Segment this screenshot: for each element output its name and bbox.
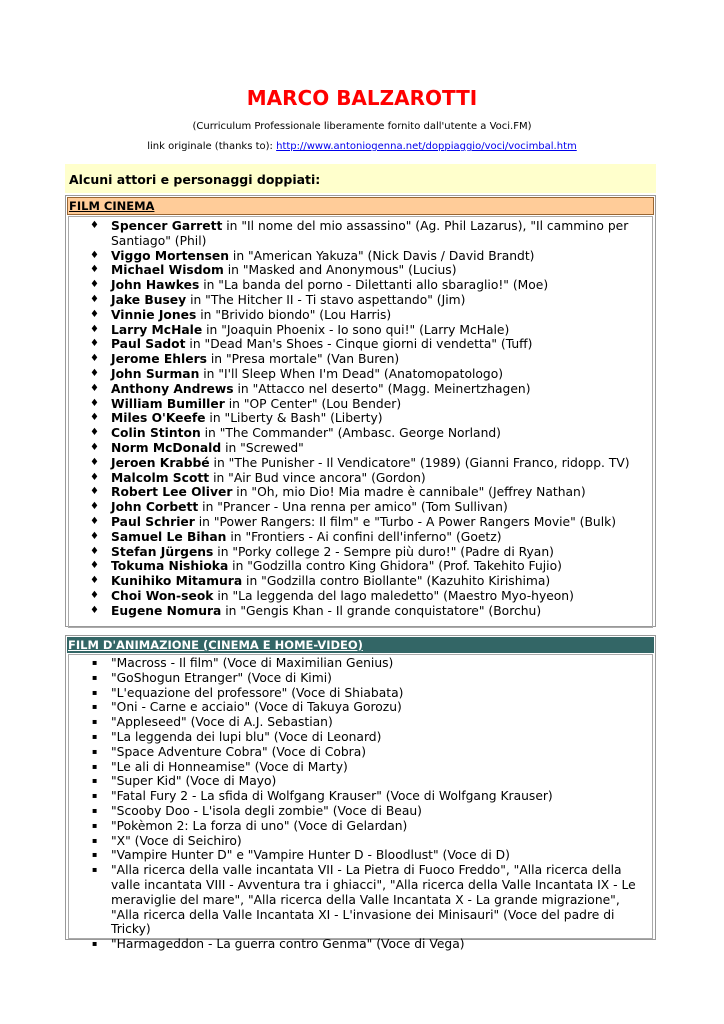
diamond-bullet-icon: ♦ [90, 308, 99, 320]
actor-name: John Surman [111, 366, 200, 381]
section-heading: Alcuni attori e personaggi doppiati: [69, 172, 321, 187]
list-item [69, 819, 652, 834]
list-item [69, 559, 652, 574]
title-text: "L'equazione del professore" (Voce di Shiabata) [111, 685, 404, 700]
diamond-bullet-icon: ♦ [90, 575, 99, 587]
actor-name: Kunihiko Mitamura [111, 574, 243, 589]
source-label: link originale (thanks to): [147, 141, 277, 152]
list-item [69, 789, 652, 804]
list-item [69, 834, 652, 849]
square-bullet-icon: ▪ [92, 805, 98, 815]
square-bullet-icon: ▪ [92, 791, 98, 801]
actor-name: Choi Won-seok [111, 588, 214, 603]
list-item [69, 426, 652, 441]
list-item [69, 441, 652, 456]
title-text: "GoShogun Etranger" (Voce di Kimi) [111, 670, 332, 685]
list-item [69, 278, 652, 293]
diamond-bullet-icon: ♦ [90, 382, 99, 394]
title-text: "Scooby Doo - L'isola degli zombie" (Voce di Beau) [111, 803, 422, 818]
actor-name: Paul Schrier [111, 514, 195, 529]
list-item [69, 804, 652, 819]
square-bullet-icon: ▪ [92, 672, 98, 682]
cinema-list-box [68, 216, 653, 628]
role-text: in "Dead Man's Shoes - Cinque giorni di vendetta" (Tuff) [185, 337, 533, 352]
list-item [69, 671, 652, 686]
cinema-header: FILM CINEMA [67, 197, 654, 215]
role-text: in "Masked and Anonymous" (Lucius) [223, 263, 457, 278]
animation-list-box [68, 654, 653, 952]
role-text: in "The Commander" (Ambasc. George Norland) [200, 426, 501, 441]
diamond-bullet-icon: ♦ [90, 264, 99, 276]
diamond-bullet-icon: ♦ [90, 220, 99, 231]
role-text: in "Frontiers - Ai confini dell'inferno" (Goetz) [226, 529, 502, 544]
title-text: "Le ali di Honneamise" (Voce di Marty) [111, 759, 348, 774]
square-bullet-icon: ▪ [92, 658, 98, 667]
role-text: in "Godzilla contro King Ghidora" (Prof. Takehito Fujio) [228, 559, 562, 574]
animation-list [69, 655, 652, 952]
actor-name: Anthony Andrews [111, 381, 234, 396]
actor-name: Stefan Jürgens [111, 544, 214, 559]
role-text: in "Godzilla contro Biollante" (Kazuhito Kirishima) [242, 574, 551, 589]
role-text: in "Screwed" [221, 440, 304, 455]
list-item [69, 774, 652, 789]
square-bullet-icon: ▪ [92, 687, 98, 697]
role-text: in "Liberty & Bash" (Liberty) [205, 411, 383, 426]
diamond-bullet-icon: ♦ [90, 486, 99, 498]
diamond-bullet-icon: ♦ [90, 412, 99, 424]
list-item [69, 337, 652, 352]
role-text: in "Presa mortale" (Van Buren) [206, 352, 400, 367]
actor-name: Samuel Le Bihan [111, 529, 227, 544]
actor-name: Colin Stinton [111, 426, 201, 441]
square-bullet-icon: ▪ [92, 717, 98, 727]
diamond-bullet-icon: ♦ [90, 471, 99, 483]
diamond-bullet-icon: ♦ [90, 367, 99, 379]
square-bullet-icon: ▪ [92, 746, 98, 756]
list-item [69, 515, 652, 530]
list-item [69, 293, 652, 308]
actor-name: Tokuma Nishioka [111, 559, 229, 574]
role-text: in "Attacco nel deserto" (Magg. Meinertzhagen) [233, 381, 531, 396]
diamond-bullet-icon: ♦ [90, 353, 99, 365]
list-item [69, 700, 652, 715]
list-item [69, 249, 652, 264]
actor-name: Miles O'Keefe [111, 411, 206, 426]
list-item [69, 863, 652, 937]
list-item [69, 500, 652, 515]
actor-name: Malcolm Scott [111, 470, 210, 485]
title-text: "Appleseed" (Voce di A.J. Sebastian) [111, 715, 333, 730]
diamond-bullet-icon: ♦ [90, 501, 99, 513]
list-item [69, 323, 652, 338]
list-item [69, 308, 652, 323]
actor-name: Larry McHale [111, 322, 203, 337]
role-text: in "La banda del porno - Dilettanti allo sbaraglio!" (Moe) [199, 278, 549, 293]
actor-name: Eugene Nomura [111, 603, 222, 618]
diamond-bullet-icon: ♦ [90, 338, 99, 350]
list-item [69, 367, 652, 382]
actor-name: Spencer Garrett [111, 219, 223, 233]
list-item [69, 397, 652, 412]
diamond-bullet-icon: ♦ [90, 456, 99, 468]
source-link[interactable]: http://www.antoniogenna.net/doppiaggio/voci/vocimbal.htm [276, 141, 577, 152]
title-text: "Harmageddon - La guerra contro Genma" (Voce di Vega) [111, 937, 465, 952]
diamond-bullet-icon: ♦ [90, 249, 99, 261]
role-text: in "American Yakuza" (Nick Davis / David Brandt) [229, 248, 535, 263]
diamond-bullet-icon: ♦ [90, 441, 99, 453]
list-item [69, 686, 652, 701]
page-title: MARCO BALZAROTTI [246, 86, 478, 110]
subtitle: (Curriculum Professionale liberamente fornito dall'utente a Voci.FM) [192, 121, 532, 132]
list-item [69, 471, 652, 486]
square-bullet-icon: ▪ [92, 939, 98, 949]
diamond-bullet-icon: ♦ [90, 293, 99, 305]
list-item [69, 545, 652, 560]
list-item [69, 411, 652, 426]
title-text: "Fatal Fury 2 - La sfida di Wolfgang Krauser" (Voce di Wolfgang Krauser) [111, 789, 553, 804]
diamond-bullet-icon: ♦ [90, 560, 99, 572]
actor-name: Norm McDonald [111, 440, 222, 455]
list-item [69, 589, 652, 604]
actor-name: Vinnie Jones [111, 307, 197, 322]
list-item [69, 760, 652, 775]
list-item [69, 604, 652, 619]
list-item [69, 456, 652, 471]
list-item [69, 715, 652, 730]
role-text: in "La leggenda del lago maledetto" (Maestro Myo-hyeon) [213, 588, 574, 603]
animation-section [65, 635, 656, 952]
list-item [69, 937, 652, 952]
role-text: in "Il nome del mio assassino" (Ag. Phil Lazarus), "Il cammino per Santiago" (Phil) [111, 219, 629, 248]
list-item [69, 848, 652, 863]
square-bullet-icon: ▪ [92, 820, 98, 830]
diamond-bullet-icon: ♦ [90, 530, 99, 542]
role-text: in "Joaquin Phoenix - Io sono qui!" (Larry McHale) [202, 322, 510, 337]
list-item [69, 485, 652, 500]
list-item [69, 656, 652, 671]
square-bullet-icon: ▪ [92, 761, 98, 771]
diamond-bullet-icon: ♦ [90, 589, 99, 601]
square-bullet-icon: ▪ [92, 865, 98, 875]
title-text: "Oni - Carne e acciaio" (Voce di Takuya Gorozu) [111, 700, 402, 715]
role-text: in "Brivido biondo" (Lou Harris) [196, 307, 392, 322]
role-text: in "OP Center" (Lou Bender) [224, 396, 402, 411]
square-bullet-icon: ▪ [92, 731, 98, 741]
role-text: in "Gengis Khan - Il grande conquistatore" (Borchu) [221, 603, 542, 618]
list-item [69, 745, 652, 760]
diamond-bullet-icon: ♦ [90, 545, 99, 557]
diamond-bullet-icon: ♦ [90, 604, 99, 616]
square-bullet-icon: ▪ [92, 835, 98, 845]
diamond-bullet-icon: ♦ [90, 397, 99, 409]
square-bullet-icon: ▪ [92, 850, 98, 860]
actor-name: Viggo Mortensen [111, 248, 229, 263]
diamond-bullet-icon: ♦ [90, 279, 99, 291]
diamond-bullet-icon: ♦ [90, 323, 99, 335]
role-text: in "Oh, mio Dio! Mia madre è cannibale" (Jeffrey Nathan) [232, 485, 586, 500]
list-item [69, 730, 652, 745]
role-text: in "Power Rangers: Il film" e "Turbo - A Power Rangers Movie" (Bulk) [194, 514, 617, 529]
list-item [69, 382, 652, 397]
cinema-section [65, 195, 656, 627]
diamond-bullet-icon: ♦ [90, 515, 99, 527]
role-text: in "I'll Sleep When I'm Dead" (Anatomopatologo) [199, 366, 504, 381]
title-text: "Alla ricerca della valle incantata VII - La Pietra di Fuoco Freddo", "Alla ricerca della valle incantata VIII - Avventura tra i ghiacci", "Alla ricerca della Valle Incantata IX - Le meraviglie del mare", "Alla ricerca della Valle Incantata X - La grande migrazione", "Alla ricerca della Valle Incantata XI - L'invasione dei Minisauri" (Voce del padre di Tricky) [111, 863, 636, 937]
role-text: in "Porky college 2 - Sempre più duro!" (Padre di Ryan) [213, 544, 554, 559]
source-line [0, 141, 724, 152]
actor-name: Jerome Ehlers [111, 352, 207, 367]
list-item [69, 530, 652, 545]
actor-name: John Corbett [111, 500, 199, 515]
cinema-list [69, 217, 652, 619]
square-bullet-icon: ▪ [92, 702, 98, 712]
title-text: "Vampire Hunter D" e "Vampire Hunter D - Bloodlust" (Voce di D) [111, 848, 510, 863]
role-text: in "The Punisher - Il Vendicatore" (1989) (Gianni Franco, ridopp. TV) [209, 455, 630, 470]
heading-box [65, 164, 656, 193]
actor-name: John Hawkes [111, 278, 200, 293]
actor-name: Jeroen Krabbé [111, 455, 210, 470]
diamond-bullet-icon: ♦ [90, 427, 99, 439]
title-text: "La leggenda dei lupi blu" (Voce di Leonard) [111, 729, 382, 744]
role-text: in "Air Bud vince ancora" (Gordon) [209, 470, 426, 485]
title-text: "Macross - Il film" (Voce di Maximilian Genius) [111, 656, 394, 670]
actor-name: Jake Busey [111, 292, 187, 307]
role-text: in "Prancer - Una renna per amico" (Tom Sullivan) [198, 500, 508, 515]
title-text: "Space Adventure Cobra" (Voce di Cobra) [111, 744, 367, 759]
square-bullet-icon: ▪ [92, 776, 98, 786]
list-item [69, 219, 652, 249]
title-text: "Super Kid" (Voce di Mayo) [111, 774, 277, 789]
actor-name: Michael Wisdom [111, 263, 224, 278]
actor-name: Paul Sadot [111, 337, 186, 352]
actor-name: Robert Lee Oliver [111, 485, 233, 500]
list-item [69, 352, 652, 367]
role-text: in "The Hitcher II - Ti stavo aspettando" (Jim) [186, 292, 466, 307]
actor-name: William Bumiller [111, 396, 225, 411]
title-text: "Pokèmon 2: La forza di uno" (Voce di Gelardan) [111, 818, 408, 833]
list-item [69, 263, 652, 278]
list-item [69, 574, 652, 589]
animation-header: FILM D'ANIMAZIONE (CINEMA E HOME-VIDEO) [67, 637, 654, 653]
title-text: "X" (Voce di Seichiro) [111, 833, 242, 848]
